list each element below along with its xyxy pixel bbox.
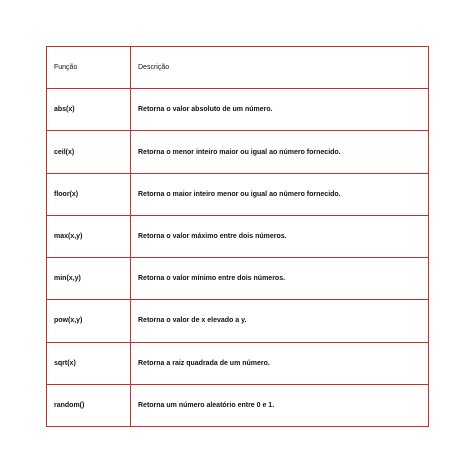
functions-table	[46, 46, 429, 427]
function-cell: pow(x,y)	[47, 300, 131, 342]
table-row	[47, 300, 429, 342]
description-cell: Retorna o valor absoluto de um número.	[131, 89, 429, 131]
function-cell: abs(x)	[47, 89, 131, 131]
header-description: Descrição	[131, 47, 429, 89]
function-cell: ceil(x)	[47, 131, 131, 173]
table-row	[47, 384, 429, 426]
description-cell: Retorna o maior inteiro menor ou igual ao número fornecido.	[131, 173, 429, 215]
description-cell: Retorna a raiz quadrada de um número.	[131, 342, 429, 384]
table-row	[47, 342, 429, 384]
function-cell: random()	[47, 384, 131, 426]
table-row	[47, 173, 429, 215]
description-cell: Retorna o valor máximo entre dois números.	[131, 215, 429, 257]
description-cell: Retorna o valor mínimo entre dois números.	[131, 258, 429, 300]
function-cell: min(x,y)	[47, 258, 131, 300]
header-function: Função	[47, 47, 131, 89]
description-cell: Retorna um número aleatório entre 0 e 1.	[131, 384, 429, 426]
table-row	[47, 131, 429, 173]
table-header-row	[47, 47, 429, 89]
function-cell: max(x,y)	[47, 215, 131, 257]
function-cell: floor(x)	[47, 173, 131, 215]
description-cell: Retorna o menor inteiro maior ou igual ao número fornecido.	[131, 131, 429, 173]
description-cell: Retorna o valor de x elevado a y.	[131, 300, 429, 342]
table-row	[47, 89, 429, 131]
table-row	[47, 215, 429, 257]
table-row	[47, 258, 429, 300]
function-cell: sqrt(x)	[47, 342, 131, 384]
